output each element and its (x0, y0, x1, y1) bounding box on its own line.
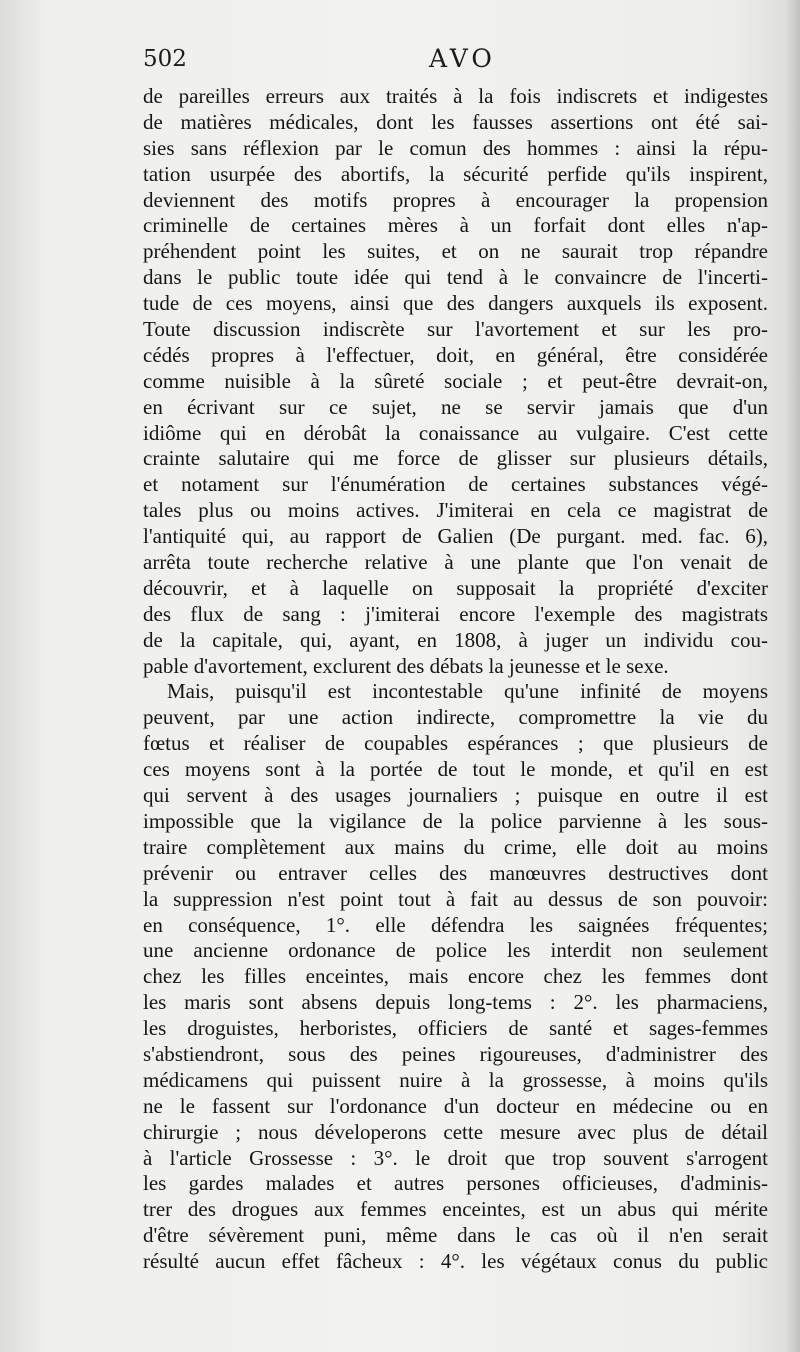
running-head: AVO (429, 44, 496, 73)
page-edge-shadow (786, 0, 800, 1352)
text-line: découvrir, et à laquelle on supposait la propriété d'exciter (143, 575, 768, 600)
text-line: les droguistes, herboristes, officiers de santé et sages-femmes (143, 1016, 768, 1041)
text-line: impossible que la vigilance de la police parvienne à les sous- (143, 808, 768, 833)
text-line: traire complètement aux mains du crime, elle doit au moins (143, 834, 768, 859)
text-line: à l'article Grossesse : 3°. le droit que trop souvent s'arrogent (143, 1145, 768, 1170)
text-line: crainte salutaire qui me force de glisser sur plusieurs détails, (143, 446, 768, 471)
text-line: d'être sévèrement puni, même dans le cas où il n'en serait (143, 1223, 768, 1248)
text-line: en écrivant sur ce sujet, ne se servir jamais que d'un (143, 394, 768, 419)
text-line: pable d'avortement, exclurent des débats la jeunesse et le sexe. (143, 653, 669, 678)
text-line: la suppression n'est point tout à fait au dessus de son pouvoir: (143, 886, 768, 911)
text-line: arrêta toute recherche relative à une plante que l'on venait de (143, 550, 768, 575)
text-line: et notament sur l'énumération de certaines substances végé- (143, 472, 768, 497)
text-line: criminelle de certaines mères à un forfait dont elles n'ap- (143, 213, 768, 238)
text-line: peuvent, par une action indirecte, compromettre la vie du (143, 705, 768, 730)
text-line: Mais, puisqu'il est incontestable qu'une infinité de moyens (167, 679, 768, 704)
text-line: les gardes malades et autres persones officieuses, d'adminis- (143, 1171, 768, 1196)
text-line: qui servent à des usages journaliers ; puisque en outre il est (143, 783, 768, 808)
text-line: cédés propres à l'effectuer, doit, en général, être considérée (143, 342, 768, 367)
text-line: Toute discussion indiscrète sur l'avortement et sur les pro- (143, 317, 768, 342)
text-line: des flux de sang : j'imiterai encore l'exemple des magistrats (143, 601, 768, 626)
text-line: de pareilles erreurs aux traités à la fois indiscrets et indigestes (143, 84, 768, 108)
text-line: tation usurpée des abortifs, la sécurité perfide qu'ils inspirent, (143, 161, 768, 186)
page-header (143, 44, 768, 84)
text-line: prévenir ou entraver celles des manœuvres destructives dont (143, 860, 768, 885)
text-line: sies sans réflexion par le comun des hommes : ainsi la répu- (143, 135, 768, 160)
text-line: trer des drogues aux femmes enceintes, est un abus qui mérite (143, 1197, 768, 1222)
text-line: chez les filles enceintes, mais encore chez les femmes dont (143, 964, 768, 989)
text-line: idiôme qui en dérobât la conaissance au vulgaire. C'est cette (143, 420, 768, 445)
text-line: médicamens qui puissent nuire à la grossesse, à moins qu'ils (143, 1067, 768, 1092)
text-line: préhendent point les suites, et on ne saurait trop répandre (143, 239, 768, 264)
text-line: tales plus ou moins actives. J'imiterai en cela ce magistrat de (143, 498, 768, 523)
page-number: 502 (143, 46, 187, 72)
text-line: en conséquence, 1°. elle défendra les saignées fréquentes; (143, 912, 768, 937)
text-line: chirurgie ; nous déveloperons cette mesure avec plus de détail (143, 1119, 768, 1144)
text-line: ne le fassent sur l'ordonance d'un docteur en médecine ou en (143, 1093, 768, 1118)
text-line: s'abstiendront, sous des peines rigoureuses, d'administrer des (143, 1041, 768, 1066)
text-line: dans le public toute idée qui tend à le convaincre de l'incerti- (143, 265, 768, 290)
text-line: les maris sont absens depuis long-tems : 2°. les pharmaciens, (143, 990, 768, 1015)
text-line: résulté aucun effet fâcheux : 4°. les végétaux conus du public (143, 1249, 768, 1274)
text-line: deviennent des motifs propres à encourager la propension (143, 187, 768, 212)
text-line: tude de ces moyens, ainsi que des dangers auxquels ils exposent. (143, 291, 768, 316)
text-line: une ancienne ordonance de police les interdit non seulement (143, 938, 768, 963)
text-line: de la capitale, qui, ayant, en 1808, à juger un individu cou- (143, 627, 768, 652)
text-line: fœtus et réaliser de coupables espérances ; que plusieurs de (143, 731, 768, 756)
text-line: de matières médicales, dont les fausses assertions ont été sai- (143, 109, 768, 134)
text-line: comme nuisible à la sûreté sociale ; et peut-être devrait-on, (143, 368, 768, 393)
text-line: ces moyens sont à la portée de tout le monde, et qu'il en est (143, 757, 768, 782)
body-text (143, 84, 768, 1275)
text-line: l'antiquité qui, au rapport de Galien (De purgant. med. fac. 6), (143, 524, 768, 549)
